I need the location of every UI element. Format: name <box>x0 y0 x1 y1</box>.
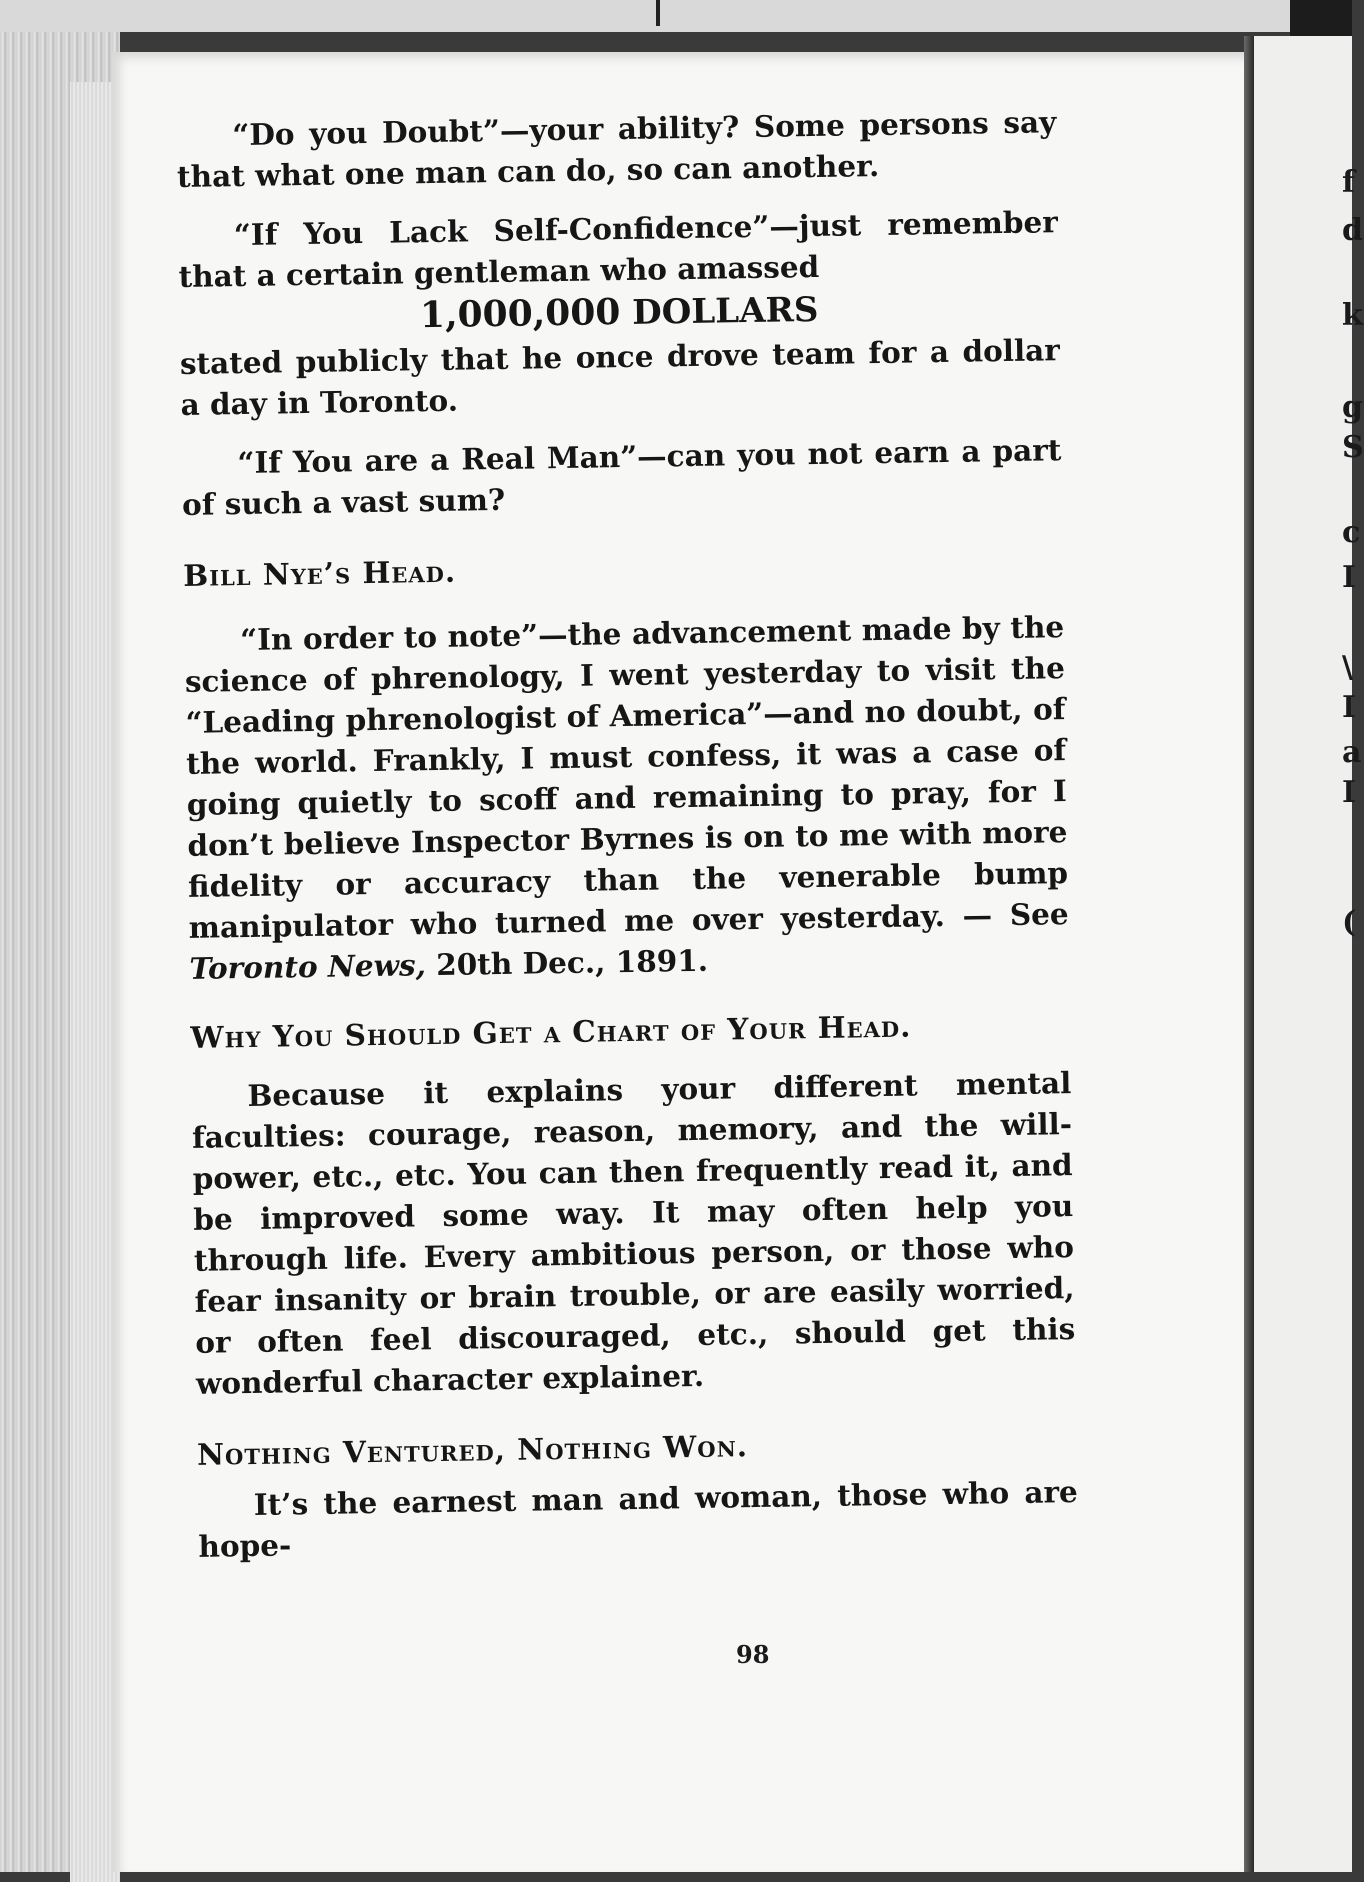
scan-artifact <box>656 0 660 26</box>
facing-page-fragment: g <box>1342 390 1363 425</box>
paragraph-chart: Because it explains your different mental faculties: courage, reason, memory, and the will-power, etc., etc. You can then frequently read it, and be improved some way. It may often help you through life. Every ambitious person, or those who fear insanity or brain trouble, or are easily worried, or often feel discouraged, etc., should get this wonderful character explainer. <box>191 1065 1076 1401</box>
page-number: 98 <box>736 1640 770 1669</box>
paragraph-real-man: “If You are a Real Man”—can you not earn a part of such a vast sum? <box>181 432 1062 522</box>
paragraph-phrenology <box>184 606 1070 989</box>
facing-page-fragment: I <box>1342 560 1357 595</box>
facing-page-fragment: d <box>1342 213 1363 248</box>
source-title: Toronto News, <box>189 947 427 986</box>
facing-page-fragment: k <box>1342 298 1363 333</box>
heading-nothing-ventured: Nothing Ventured, Nothing Won. <box>196 1428 749 1472</box>
facing-page-fragment: a <box>1342 735 1362 770</box>
phrenology-text: “In order to note”—the advancement made by the science of phrenology, I went yesterday to visit the “Leading phrenologist of America”—and no doubt, of the world. Frankly, I must confess, it was a case of going quietly to scoff and remaining to pray, for I don’t believe Inspector Byrnes is on to me with more fidelity or accuracy than the venerable bump manipulator who turned me over yesterday. — See <box>184 609 1069 945</box>
facing-page-fragment: I <box>1342 690 1357 725</box>
paragraph-doubt: “Do you Doubt”—your ability? Some persons say that what one man can do, so can another. <box>176 104 1057 194</box>
amount-number: 1,000,000 <box>419 291 621 337</box>
paragraph-self-confidence: “If You Lack Self-Confidence”—just remember that a certain gentleman who amassed <box>178 204 1059 294</box>
facing-page-fragment: ( <box>1342 905 1357 940</box>
heading-bill-nye: Bill Nye’s Head. <box>182 553 457 593</box>
book-gutter <box>1244 36 1254 1872</box>
scan-top-border <box>0 0 1352 32</box>
amount-unit: DOLLARS <box>631 289 819 333</box>
page-stack-edges <box>0 32 120 1872</box>
source-date: 20th Dec., 1891. <box>435 942 709 983</box>
page-text <box>176 101 1079 1567</box>
facing-page-fragment: f <box>1342 165 1355 200</box>
facing-page-fragment: \ <box>1342 650 1353 685</box>
facing-page-fragment: I <box>1342 775 1357 810</box>
facing-page <box>1254 36 1352 1872</box>
heading-chart: Why You Should Get a Chart of Your Head. <box>190 1008 912 1055</box>
paragraph-earnest: It’s the earnest man and woman, those who are hope- <box>198 1474 1079 1564</box>
paragraph-toronto: stated publicly that he once drove team for a dollar a day in Toronto. <box>179 332 1061 422</box>
facing-page-fragment: c <box>1342 515 1361 550</box>
scan-corner <box>1290 0 1352 40</box>
facing-page-fragment: S <box>1342 430 1364 465</box>
